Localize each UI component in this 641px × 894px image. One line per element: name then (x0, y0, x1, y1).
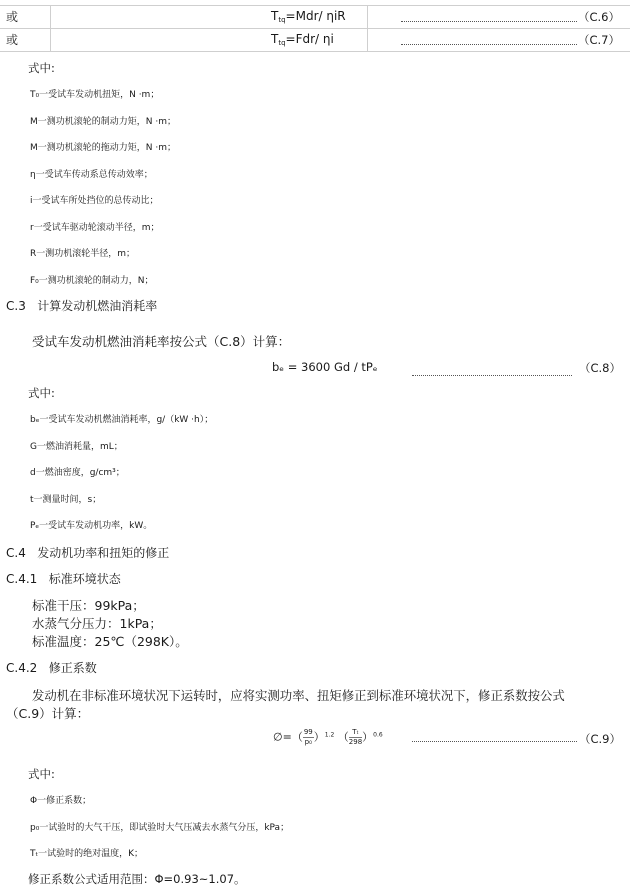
section-heading-c42 (6, 659, 97, 676)
formula-prefix: 或 (6, 33, 19, 47)
dot-leader (412, 741, 577, 742)
definition-item: G一燃油消耗量，mL； (30, 442, 123, 452)
definition-item: M一测功机滚轮的制动力矩，N ·m； (30, 117, 176, 127)
standard-condition: 标准干压：99kPa； (32, 598, 145, 613)
formula-c9: ∅=（ $\frac{99}{\text{p₀}}$ ）$^{1.2}$ （ $\frac{\text{Tₜ}}{298}$ ）$^{0.6}$ (273, 728, 383, 746)
fraction-temperature: $\frac{\text{Tₜ}}{298}$ (348, 728, 363, 746)
formula-row-c7 (0, 28, 630, 51)
exponent: 1.2 (324, 731, 335, 739)
table-divider (50, 29, 51, 51)
section-title: 发动机功率和扭矩的修正 (37, 546, 170, 560)
definition-item: Φ一修正系数； (30, 796, 92, 806)
fraction-pressure: $\frac{99}{\text{p₀}}$ (303, 728, 313, 746)
definition-item: F₀一测功机滚轮的制动力，N； (30, 276, 154, 286)
dot-leader (412, 375, 572, 376)
table-divider (367, 6, 368, 28)
exponent: 0.6 (373, 731, 383, 739)
c42-paragraph-line2: （C.9）计算： (6, 706, 90, 721)
c42-paragraph-line1: 发动机在非标准环境状况下运转时，应将实测功率、扭矩修正到标准环境状况下，修正系数按公式 (32, 688, 565, 703)
dot-leader (401, 21, 577, 22)
section-title: 计算发动机燃油消耗率 (37, 299, 158, 313)
where-label: 式中: (28, 61, 55, 75)
section-title: 修正系数 (48, 661, 97, 675)
standard-condition: 水蒸气分压力：1kPa； (32, 616, 162, 631)
definition-item: R一测功机滚轮半径，m； (30, 249, 136, 259)
formula-c7: $T_{tq}=Fdr/$ ηi (271, 32, 334, 47)
where-label: 式中: (28, 767, 55, 781)
section-number: C.4.2 (6, 661, 38, 675)
equation-number-c7: （C.7） (578, 33, 621, 47)
formula-prefix: 或 (6, 10, 19, 24)
definition-item: d一燃油密度，g/cm³； (30, 468, 125, 478)
standard-condition: 标准温度：25℃（298K）。 (32, 634, 188, 649)
section-number: C.4 (6, 546, 26, 560)
section-number: C.3 (6, 299, 26, 313)
definition-item: M一测功机滚轮的拖动力矩，N ·m； (30, 143, 176, 153)
equation-number-c8: （C.8） (579, 361, 622, 375)
definition-item: Tₜ一试验时的绝对温度，K； (30, 849, 144, 859)
definition-item: p₀一试验时的大气干压，即试验时大气压减去水蒸气分压，kPa； (30, 823, 290, 833)
table-divider (50, 6, 51, 28)
section-heading-c41 (6, 570, 121, 587)
definition-item: η一受试车传动系总传动效率； (30, 170, 153, 180)
equation-number-c6: （C.6） (578, 10, 621, 24)
definition-item: i一受试车所处挡位的总传动比； (30, 196, 159, 206)
c3-intro-text: 受试车发动机燃油消耗率按公式（C.8）计算： (32, 334, 291, 349)
definition-item: Pₑ一受试车发动机功率，kW。 (30, 521, 153, 531)
formula-lhs: ∅= (273, 730, 292, 744)
section-number: C.4.1 (6, 572, 38, 586)
where-label: 式中: (28, 386, 55, 400)
formula-row-c6 (0, 6, 630, 28)
applicable-range: 修正系数公式适用范围：Φ=0.93~1.07。 (28, 872, 246, 886)
formula-c6: $T_{tq}=Mdr/$ ηiR (271, 9, 346, 24)
definition-item: t一测量时间，s； (30, 495, 102, 505)
section-heading-c4 (6, 544, 169, 561)
section-title: 标准环境状态 (48, 572, 121, 586)
formula-c8: bₑ = 3600 Gd / tPₑ (272, 360, 378, 374)
definition-item: r一受试车驱动轮滚动半径，m； (30, 223, 160, 233)
dot-leader (401, 44, 577, 45)
definition-item: T₀一受试车发动机扭矩，N ·m； (30, 90, 160, 100)
table-divider (367, 29, 368, 51)
section-heading-c3 (6, 297, 157, 314)
formula-table (0, 5, 630, 52)
definition-item: bₑ一受试车发动机燃油消耗率，g/（kW ·h）； (30, 415, 214, 425)
equation-number-c9: （C.9） (579, 732, 622, 746)
